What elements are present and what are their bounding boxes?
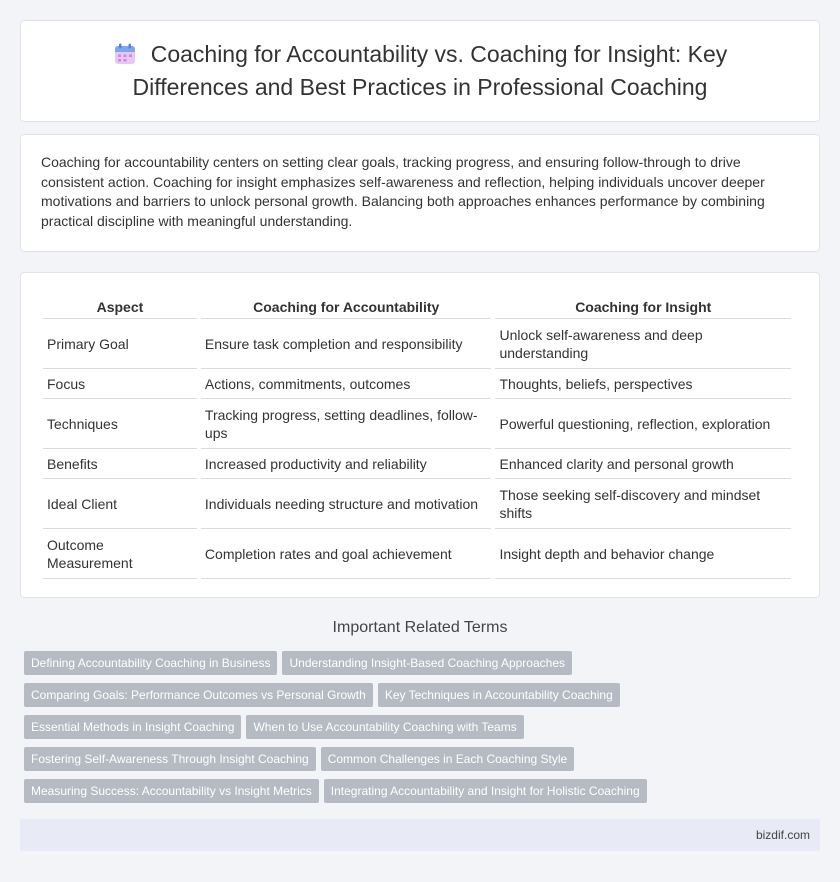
related-terms-list [24, 651, 824, 811]
table-row [43, 449, 791, 479]
cell-accountability: Ensure task completion and responsibility [201, 319, 492, 369]
intro-card [20, 134, 820, 252]
related-terms-title: Important Related Terms [332, 619, 508, 636]
calendar-icon [113, 42, 137, 73]
table-header-row [43, 295, 791, 319]
related-term-tag[interactable]: Key Techniques in Accountability Coaching [378, 683, 620, 707]
header-accountability: Coaching for Accountability [201, 295, 492, 319]
header-aspect: Aspect [43, 295, 197, 319]
comparison-card [20, 272, 820, 598]
cell-accountability: Individuals needing structure and motivation [201, 479, 492, 529]
related-term-tag[interactable]: Understanding Insight-Based Coaching Approaches [282, 651, 572, 675]
footer [20, 819, 820, 851]
cell-insight: Unlock self-awareness and deep understanding [495, 319, 791, 369]
related-term-tag[interactable]: Measuring Success: Accountability vs Insight Metrics [24, 779, 319, 803]
cell-aspect: Ideal Client [43, 479, 197, 529]
cell-accountability: Completion rates and goal achievement [201, 529, 492, 579]
header-insight: Coaching for Insight [495, 295, 791, 319]
tag-row [24, 651, 824, 683]
tag-row [24, 747, 824, 779]
cell-aspect: Benefits [43, 449, 197, 479]
cell-insight: Thoughts, beliefs, perspectives [495, 369, 791, 399]
table-row [43, 399, 791, 449]
related-term-tag[interactable]: Fostering Self-Awareness Through Insight Coaching [24, 747, 316, 771]
page-title [80, 40, 760, 102]
page-title-text: Coaching for Accountability vs. Coaching for Insight: Key Differences and Best Practices in Professional Coaching [132, 41, 728, 100]
intro-paragraph: Coaching for accountability centers on setting clear goals, tracking progress, and ensuring follow-through to drive consistent action. Coaching for insight emphasizes self-awareness and reflection, helping individuals uncover deeper motivations and barriers to unlock personal growth. Balancing both approaches enhances performance by combining practical discipline with meaningful understanding. [41, 154, 765, 229]
cell-aspect: Focus [43, 369, 197, 399]
related-term-tag[interactable]: Integrating Accountability and Insight for Holistic Coaching [324, 779, 647, 803]
related-term-tag[interactable]: When to Use Accountability Coaching with Teams [246, 715, 523, 739]
cell-accountability: Actions, commitments, outcomes [201, 369, 492, 399]
tag-row [24, 683, 824, 715]
related-term-tag[interactable]: Essential Methods in Insight Coaching [24, 715, 241, 739]
cell-insight: Those seeking self-discovery and mindset shifts [495, 479, 791, 529]
tag-row [24, 715, 824, 747]
cell-accountability: Increased productivity and reliability [201, 449, 492, 479]
cell-insight: Insight depth and behavior change [495, 529, 791, 579]
table-row [43, 479, 791, 529]
table-row [43, 529, 791, 579]
cell-accountability: Tracking progress, setting deadlines, follow-ups [201, 399, 492, 449]
cell-aspect: Techniques [43, 399, 197, 449]
cell-aspect: Outcome Measurement [43, 529, 197, 579]
table-row [43, 319, 791, 369]
table-row [43, 369, 791, 399]
related-term-tag[interactable]: Common Challenges in Each Coaching Style [321, 747, 574, 771]
tag-row [24, 779, 824, 811]
related-term-tag[interactable]: Defining Accountability Coaching in Business [24, 651, 277, 675]
title-card [20, 20, 820, 122]
footer-brand[interactable]: bizdif.com [755, 828, 810, 842]
cell-insight: Enhanced clarity and personal growth [495, 449, 791, 479]
related-term-tag[interactable]: Comparing Goals: Performance Outcomes vs Personal Growth [24, 683, 373, 707]
comparison-table [39, 295, 795, 579]
cell-insight: Powerful questioning, reflection, exploration [495, 399, 791, 449]
cell-aspect: Primary Goal [43, 319, 197, 369]
